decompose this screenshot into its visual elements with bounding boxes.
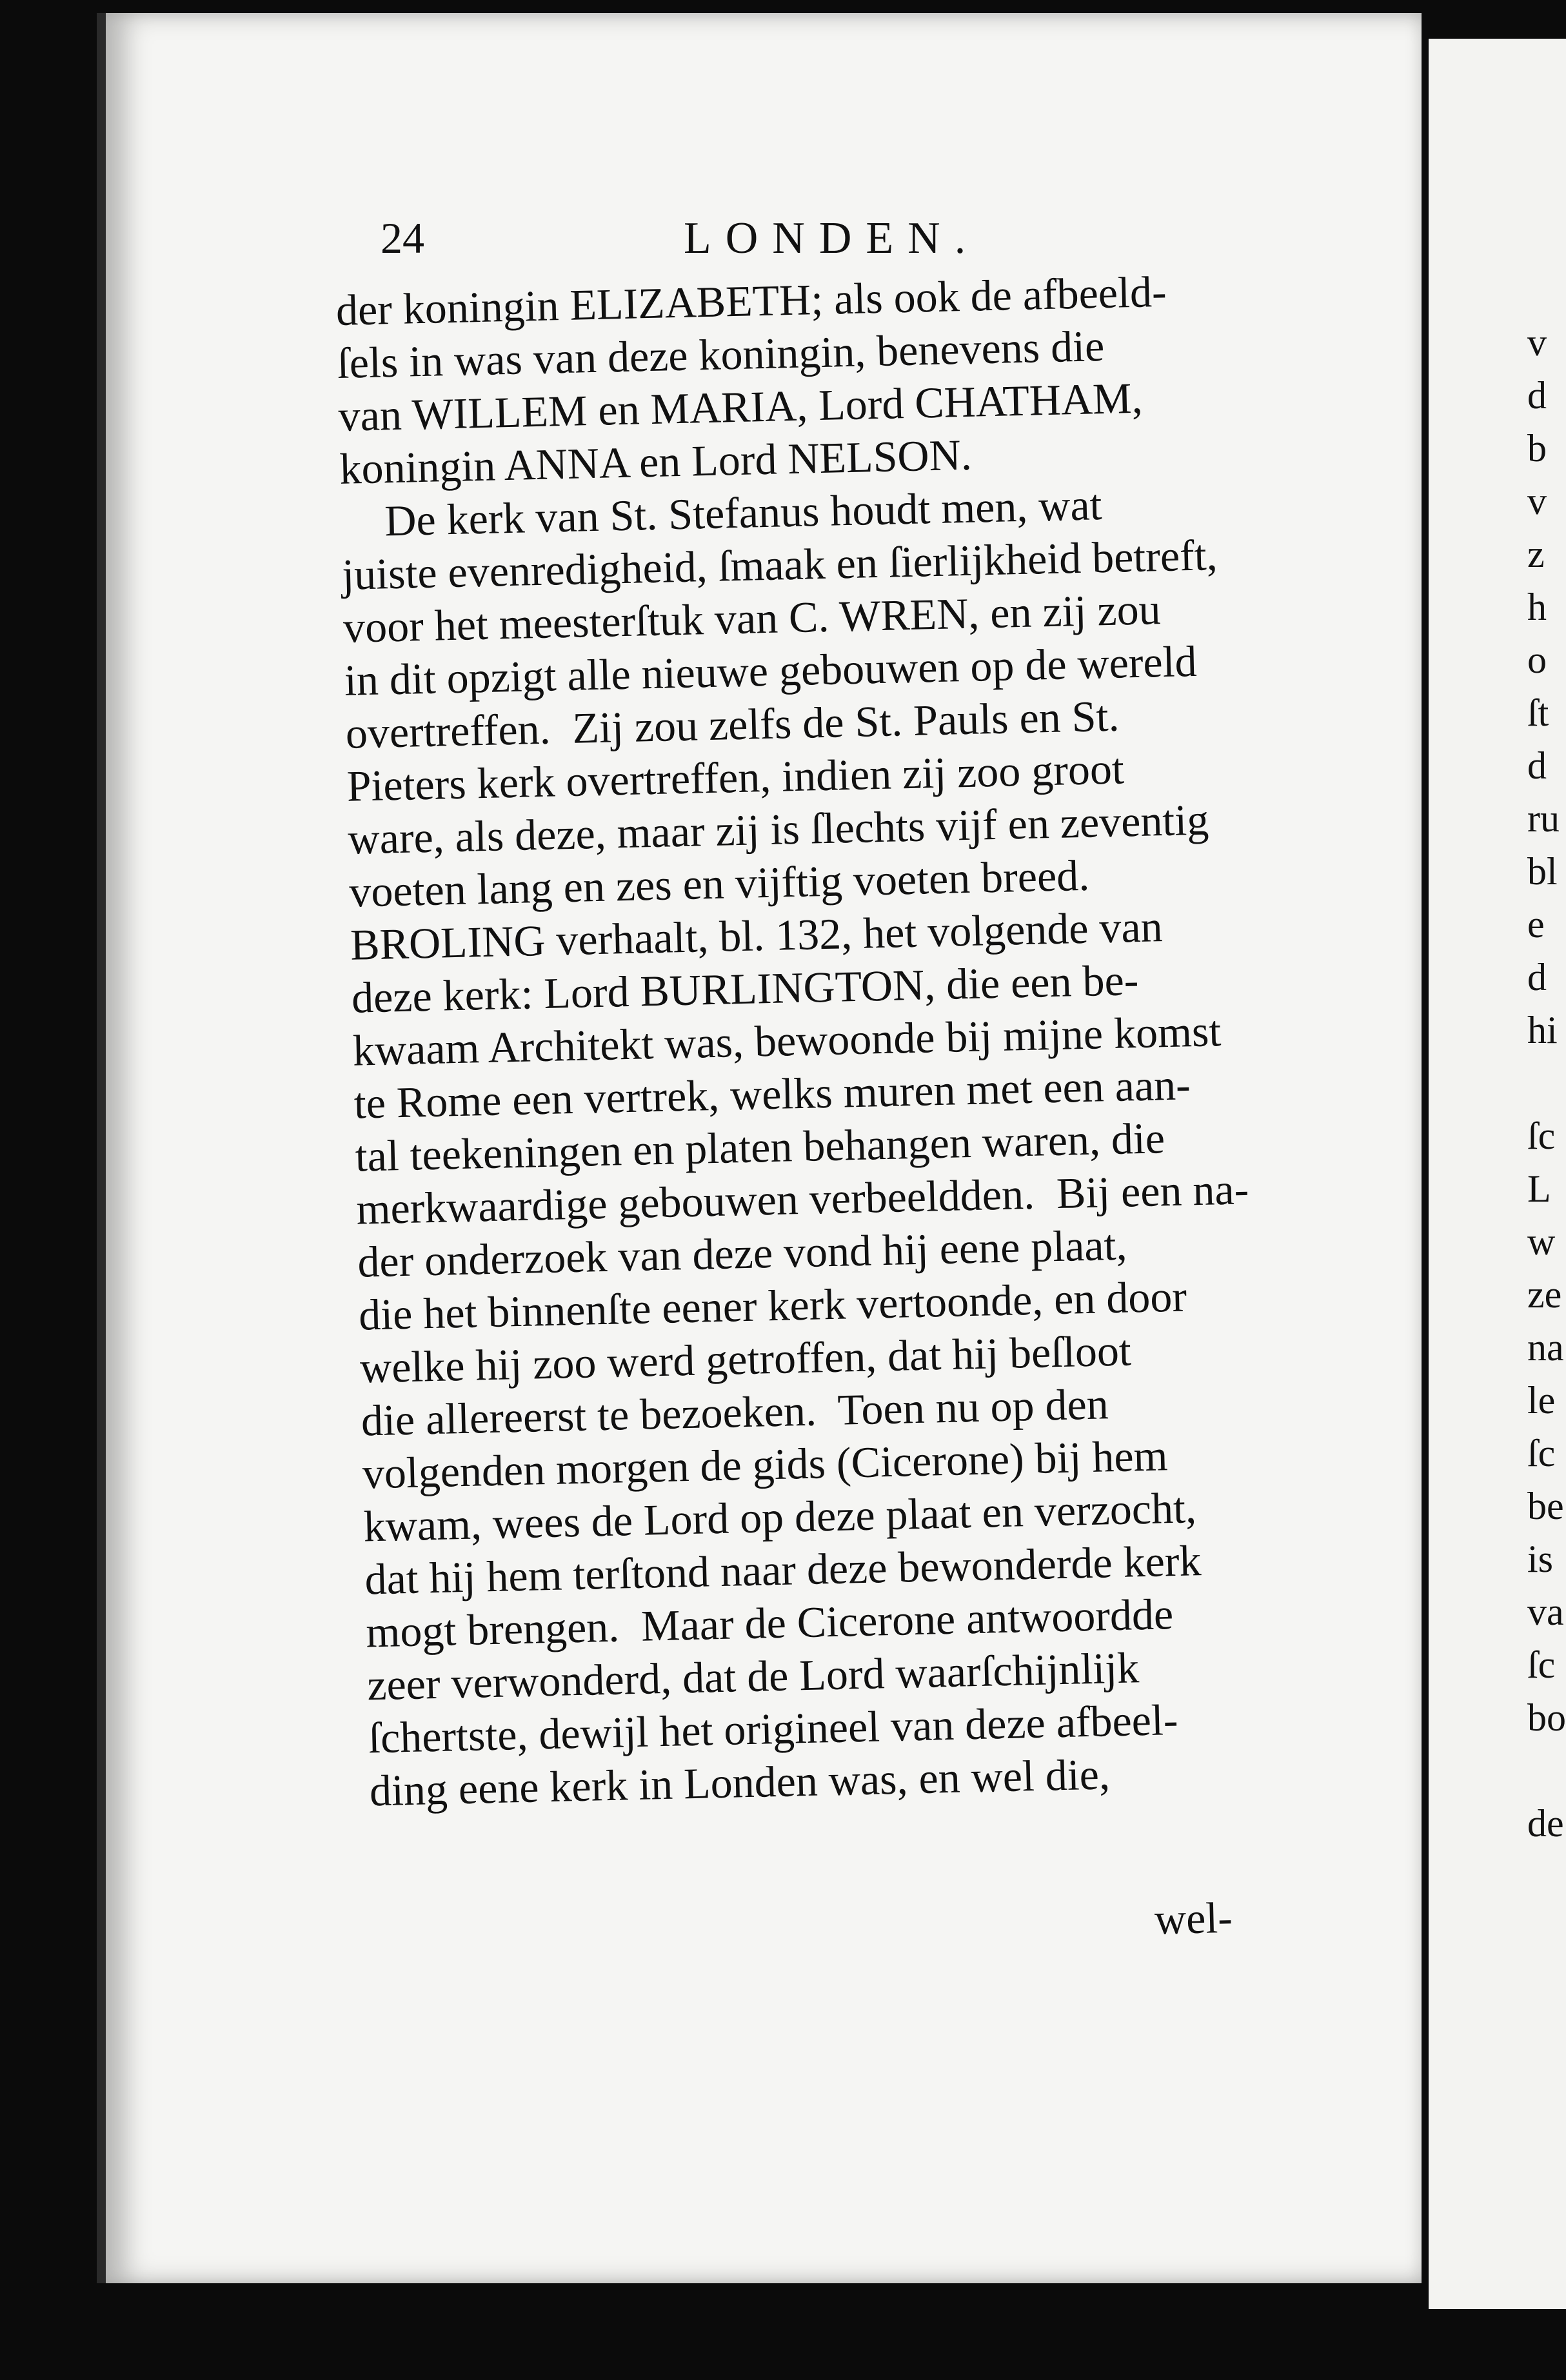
fragment: is — [1527, 1538, 1554, 1580]
running-title: LONDEN. — [684, 213, 980, 263]
text-line: ding eene kerk in Londen was, en wel die, — [369, 1749, 1111, 1816]
text-line: in dit opzigt alle nieuwe gebouwen op de wereld — [344, 636, 1198, 705]
text-line: De kerk van St. Stefanus houdt men, wat — [340, 480, 1103, 546]
fragment: e — [1527, 903, 1545, 946]
text-line: der koningin ELIZABETH; als ook de afbeeld- — [335, 266, 1167, 335]
text-line: van WILLEM en MARIA, Lord CHATHAM, — [337, 373, 1144, 441]
fragment: de — [1527, 1802, 1564, 1845]
text-line: die allereerst te bezoeken. Toen nu op den — [361, 1379, 1109, 1445]
fragment: ze — [1527, 1273, 1562, 1316]
fragment: bo — [1527, 1696, 1566, 1739]
text-line: deze kerk: Lord BURLINGTON, die een be- — [351, 955, 1140, 1022]
page-header — [381, 213, 1155, 271]
page-number: 24 — [381, 213, 424, 263]
text-line: kwaam Architekt was, bewoonde bij mijne komst — [352, 1006, 1222, 1075]
fragment — [1527, 1056, 1566, 1109]
text-line: dat hij hem terſtond naar deze bewonderde kerk — [364, 1536, 1202, 1604]
text-line: ſels in was van deze koningin, benevens die — [336, 321, 1105, 388]
fragment: v — [1527, 321, 1547, 364]
text-line: ſchertste, dewijl het origineel van deze afbeel- — [368, 1694, 1179, 1763]
text-line: Pieters kerk overtreffen, indien zij zoo groot — [346, 744, 1125, 811]
text-line: merkwaardige gebouwen verbeeldden. Bij een na- — [355, 1164, 1250, 1234]
fragment: o — [1527, 639, 1547, 681]
text-line: tal teekeningen en platen behangen waren, die — [354, 1113, 1165, 1181]
body-text — [335, 263, 1305, 1817]
fragment: ſc — [1527, 1115, 1556, 1157]
text-line: BROLING verhaalt, bl. 132, het volgende van — [350, 902, 1164, 969]
text-line: te Rome een vertrek, welks muren met een aan- — [353, 1060, 1191, 1128]
fragment: b — [1527, 427, 1547, 470]
text-line: kwam, wees de Lord op deze plaat en verzocht, — [362, 1483, 1197, 1551]
fragment: na — [1527, 1326, 1564, 1369]
fragment: ru — [1527, 797, 1560, 840]
fragment: hi — [1527, 1009, 1558, 1051]
fragment: d — [1527, 744, 1547, 787]
fragment: h — [1527, 586, 1547, 628]
text-line: ware, als deze, maar zij is ſlechts vijf en zeventig — [347, 795, 1209, 864]
right-page-fragments — [1527, 316, 1566, 1850]
fragment: le — [1527, 1379, 1556, 1422]
fragment: ſt — [1527, 691, 1549, 734]
text-line: koningin ANNA en Lord NELSON. — [339, 430, 973, 493]
text-line: overtreffen. Zij zou zelfs de St. Pauls en St. — [344, 691, 1120, 758]
fragment: d — [1527, 956, 1547, 998]
fragment: v — [1527, 480, 1547, 522]
fragment: w — [1527, 1220, 1556, 1263]
fragment: L — [1527, 1167, 1551, 1210]
text-line: voeten lang en zes en vijftig voeten breed. — [348, 850, 1090, 917]
text-line: die het binnenſte eener kerk vertoonde, en door — [358, 1271, 1187, 1340]
text-line: volgenden morgen de gids (Cicerone) bij hem — [361, 1431, 1169, 1498]
fragment: d — [1527, 374, 1547, 417]
text-line: zeer verwonderd, dat de Lord waarſchijnlijk — [366, 1643, 1140, 1710]
text-line: juiste evenredigheid, ſmaak en ſierlijkheid betreft, — [341, 530, 1218, 599]
text-line: voor het meesterſtuk van C. WREN, en zij zou — [342, 584, 1162, 652]
fragment — [1527, 1744, 1566, 1797]
text-line: der onderzoek van deze vond hij eene plaat, — [357, 1220, 1128, 1287]
text-line: welke hij zoo werd getroffen, dat hij beſloot — [359, 1325, 1132, 1393]
fragment: ſc — [1527, 1432, 1556, 1474]
text-line: mogt brengen. Maar de Cicerone antwoordde — [365, 1589, 1174, 1657]
fragment: be — [1527, 1485, 1564, 1527]
fragment: bl — [1527, 850, 1558, 893]
fragment: va — [1527, 1591, 1564, 1633]
catchword: wel- — [1154, 1892, 1233, 1944]
fragment: ſc — [1527, 1643, 1556, 1686]
fragment: z — [1527, 533, 1545, 575]
